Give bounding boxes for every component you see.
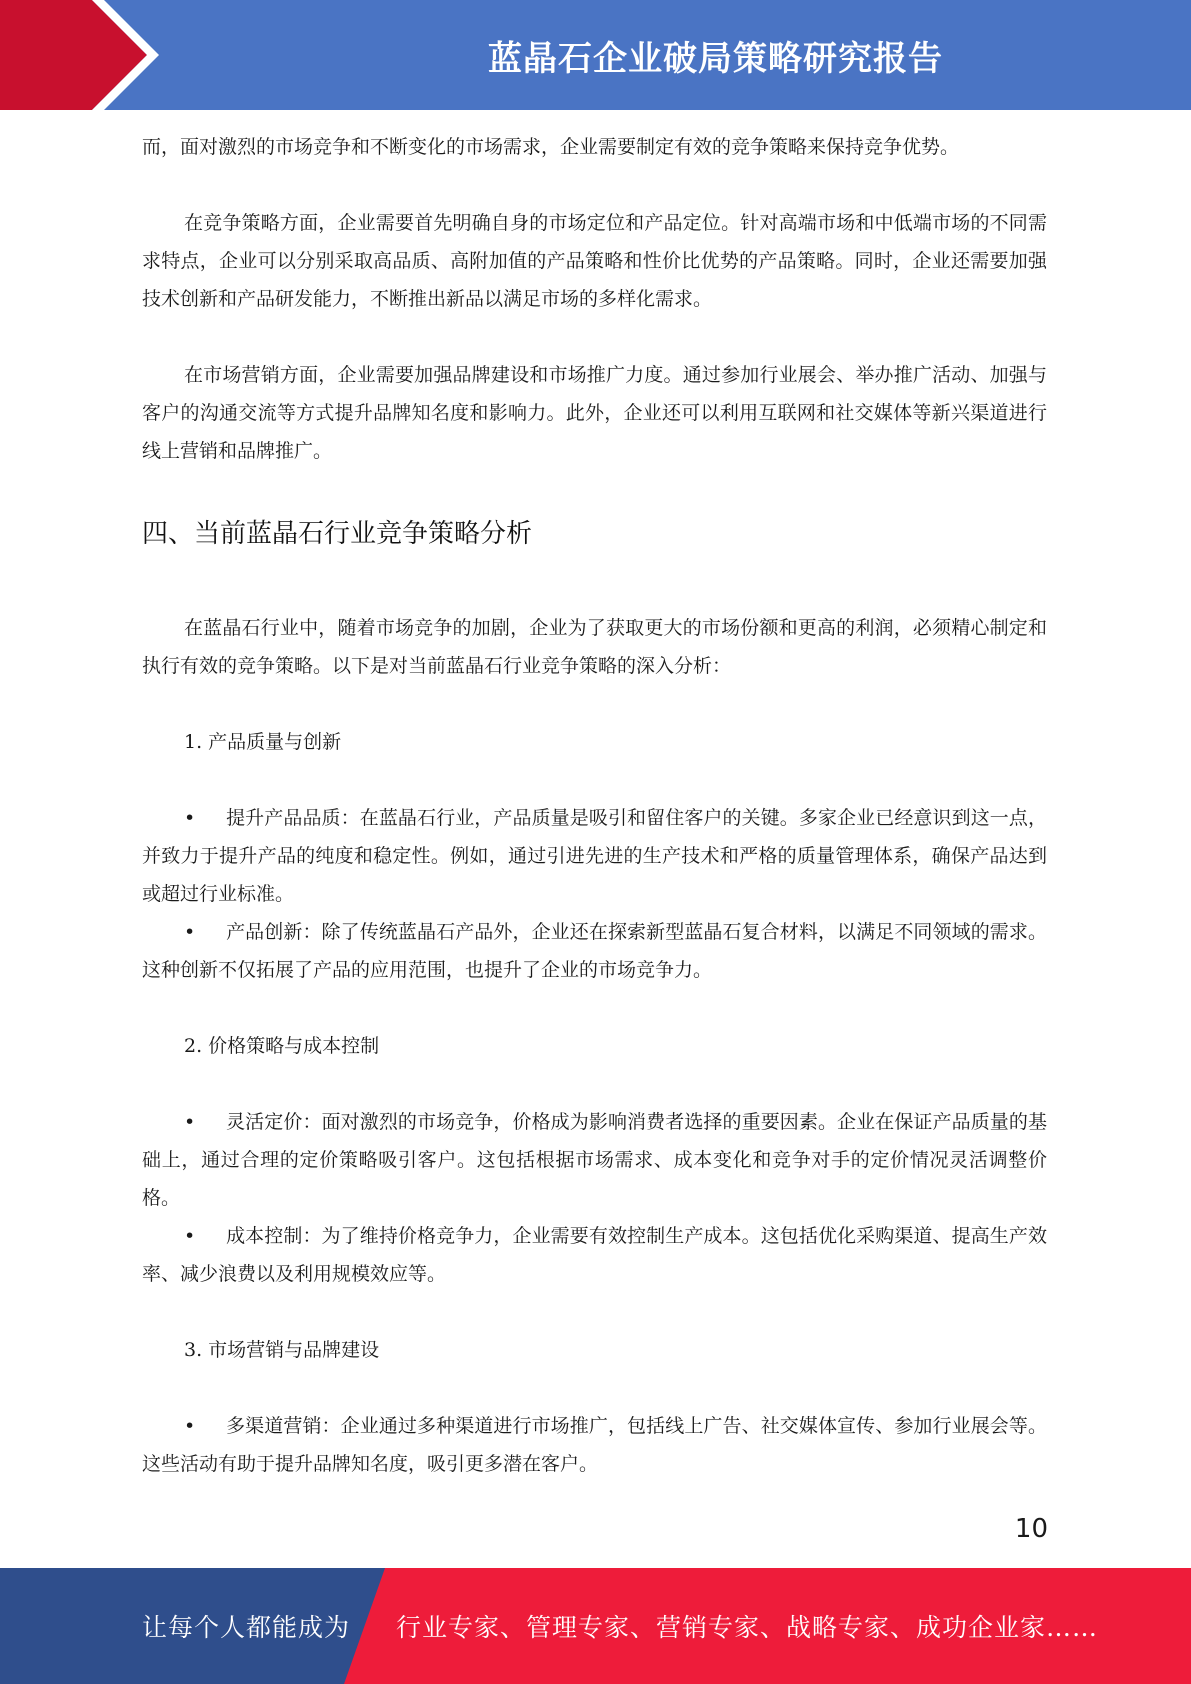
footer-slogan-right: 行业专家、管理专家、营销专家、战略专家、成功企业家…… — [396, 1613, 1099, 1642]
competition-strategy-paragraph: 在竞争策略方面，企业需要首先明确自身的市场定位和产品定位。针对高端市场和中低端市场的不同需求特点，企业可以分别采取高品质、高附加值的产品策略和性价比优势的产品策略。同时，企业还需要加强技术创新和产品研发能力，不断推出新品以满足市场的多样化需求。 — [142, 212, 1047, 310]
bullet-item: • 提升产品品质：在蓝晶石行业，产品质量是吸引和留住客户的关键。多家企业已经意识到这一点，并致力于提升产品的纯度和稳定性。例如，通过引进先进的生产技术和严格的质量管理体系，确保产品达到或超过行业标准。 — [142, 799, 1047, 913]
report-title: 蓝晶石企业破局策略研究报告 — [488, 38, 943, 79]
bullet-symbol: • — [184, 921, 196, 943]
page-header — [0, 0, 1191, 110]
section-heading: 四、当前蓝晶石行业竞争策略分析 — [142, 519, 533, 549]
header-chevron-decoration — [0, 0, 160, 110]
subsection-heading-marketing: 3. 市场营销与品牌建设 — [184, 1339, 380, 1361]
bullet-item: • 产品创新：除了传统蓝晶石产品外，企业还在探索新型蓝晶石复合材料，以满足不同领域的需求。这种创新不仅拓展了产品的应用范围，也提升了企业的市场竞争力。 — [142, 913, 1047, 989]
bullet-symbol: • — [184, 1225, 196, 1247]
bullet-symbol: • — [184, 1111, 196, 1133]
page-number: 10 — [1014, 1514, 1048, 1544]
bullet-item: • 灵活定价：面对激烈的市场竞争，价格成为影响消费者选择的重要因素。企业在保证产品质量的基础上，通过合理的定价策略吸引客户。这包括根据市场需求、成本变化和竞争对手的定价情况灵活调整价格。 — [142, 1103, 1047, 1217]
section-intro-paragraph: 在蓝晶石行业中，随着市场竞争的加剧，企业为了获取更大的市场份额和更高的利润，必须精心制定和执行有效的竞争策略。以下是对当前蓝晶石行业竞争策略的深入分析： — [142, 617, 1047, 677]
intro-tail-paragraph: 而，面对激烈的市场竞争和不断变化的市场需求，企业需要制定有效的竞争策略来保持竞争优势。 — [142, 136, 960, 158]
bullet-item: • 多渠道营销：企业通过多种渠道进行市场推广，包括线上广告、社交媒体宣传、参加行业展会等。这些活动有助于提升品牌知名度，吸引更多潜在客户。 — [142, 1407, 1047, 1483]
subsection-heading-pricing: 2. 价格策略与成本控制 — [184, 1035, 380, 1057]
page-footer — [0, 1568, 1191, 1684]
footer-slogan-left: 让每个人都能成为 — [142, 1613, 351, 1642]
marketing-paragraph: 在市场营销方面，企业需要加强品牌建设和市场推广力度。通过参加行业展会、举办推广活动、加强与客户的沟通交流等方式提升品牌知名度和影响力。此外，企业还可以利用互联网和社交媒体等新兴渠道进行线上营销和品牌推广。 — [142, 364, 1047, 462]
subsection-heading-quality: 1. 产品质量与创新 — [184, 731, 342, 753]
bullet-item: • 成本控制：为了维持价格竞争力，企业需要有效控制生产成本。这包括优化采购渠道、提高生产效率、减少浪费以及利用规模效应等。 — [142, 1217, 1047, 1293]
document-body — [142, 128, 1047, 1483]
bullet-symbol: • — [184, 1415, 196, 1437]
bullet-symbol: • — [184, 807, 196, 829]
